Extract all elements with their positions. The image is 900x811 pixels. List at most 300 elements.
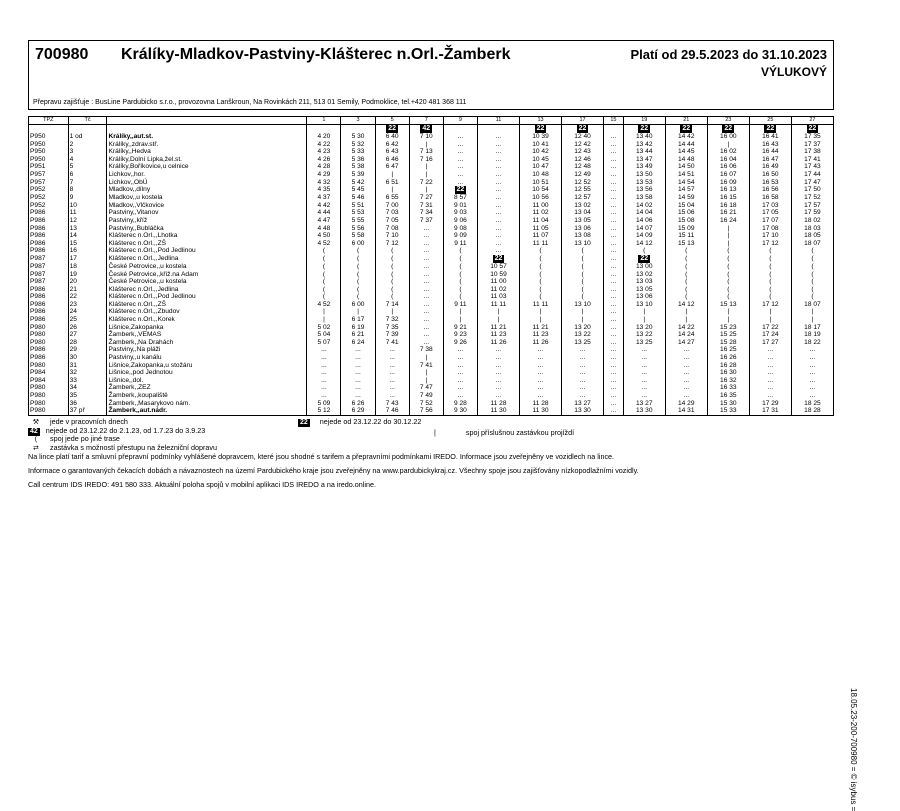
departure-time: | bbox=[443, 308, 477, 316]
departure-time: ... bbox=[409, 225, 443, 233]
departure-time: 17 52 bbox=[791, 194, 833, 202]
table-row bbox=[29, 286, 834, 294]
departure-time: ... bbox=[477, 141, 519, 149]
table-row bbox=[29, 392, 834, 400]
stop-name: Mladkov,,dílny bbox=[107, 186, 307, 194]
departure-time: 7 08 bbox=[375, 225, 409, 233]
departure-time: 16 41 bbox=[749, 133, 791, 141]
tpz-code: P986 bbox=[29, 354, 69, 362]
departure-time: 14 07 bbox=[623, 225, 665, 233]
departure-time: ... bbox=[604, 392, 624, 400]
departure-time: 16 43 bbox=[749, 141, 791, 149]
departure-time: ( bbox=[443, 255, 477, 263]
departure-time: 4 48 bbox=[307, 225, 341, 233]
departure-time: 15 13 bbox=[707, 301, 749, 309]
stop-name: Klášterec n.Orl.,,ZŠ bbox=[107, 301, 307, 309]
departure-time: 16 07 bbox=[707, 171, 749, 179]
departure-time: ... bbox=[623, 362, 665, 370]
departure-time: ... bbox=[604, 331, 624, 339]
stop-index: 19 bbox=[68, 271, 107, 279]
stop-index: 17 bbox=[68, 255, 107, 263]
departure-time: 15 23 bbox=[707, 324, 749, 332]
departure-time: 17 43 bbox=[791, 163, 833, 171]
departure-time: 7 38 bbox=[409, 346, 443, 354]
departure-time: | bbox=[749, 316, 791, 324]
departure-time: 17 38 bbox=[791, 148, 833, 156]
departure-time: ... bbox=[477, 156, 519, 164]
departure-time: 13 30 bbox=[562, 407, 604, 415]
departure-time: ... bbox=[477, 202, 519, 210]
departure-time: 11 00 bbox=[477, 278, 519, 286]
legend-text: nejede od 23.12.22 do 2.1.23, od 1.7.23 do 3.9.23 bbox=[45, 425, 206, 435]
departure-time: 13 47 bbox=[623, 156, 665, 164]
departure-time: ... bbox=[443, 384, 477, 392]
stop-name: Pastviny,,Bubláčka bbox=[107, 225, 307, 233]
departure-time: ... bbox=[477, 163, 519, 171]
departure-time: ( bbox=[307, 278, 341, 286]
departure-time: 9 06 bbox=[443, 217, 477, 225]
departure-time: 11 11 bbox=[520, 301, 562, 309]
stop-name: Pastviny,,kříž bbox=[107, 217, 307, 225]
departure-time: ... bbox=[623, 354, 665, 362]
departure-time: 5 58 bbox=[341, 232, 375, 240]
departure-time: 16 06 bbox=[707, 163, 749, 171]
departure-time: ... bbox=[749, 369, 791, 377]
departure-time: ( bbox=[707, 293, 749, 301]
table-row bbox=[29, 156, 834, 164]
departure-time: ... bbox=[562, 384, 604, 392]
departure-time: 7 14 bbox=[375, 301, 409, 309]
trip-mark bbox=[443, 125, 477, 134]
stop-name: Žamberk,,VEMAS bbox=[107, 331, 307, 339]
trip-note-badge: 22 bbox=[808, 125, 817, 132]
departure-time: ... bbox=[604, 293, 624, 301]
departure-time: ... bbox=[604, 194, 624, 202]
stop-name: Žamberk,,koupaliště bbox=[107, 392, 307, 400]
departure-time: ( bbox=[341, 247, 375, 255]
trip-number: 1 bbox=[307, 117, 341, 125]
departure-time: ... bbox=[409, 331, 443, 339]
departure-time: ... bbox=[791, 346, 833, 354]
departure-time: 11 02 bbox=[477, 286, 519, 294]
departure-time: 16 21 bbox=[707, 209, 749, 217]
departure-time: ( bbox=[443, 278, 477, 286]
departure-time: ... bbox=[604, 217, 624, 225]
departure-time: 12 40 bbox=[562, 133, 604, 141]
trip-number: 11 bbox=[477, 117, 519, 125]
departure-time: 7 16 bbox=[409, 156, 443, 164]
departure-time: 10 45 bbox=[520, 156, 562, 164]
departure-time: 18 25 bbox=[791, 400, 833, 408]
table-row bbox=[29, 362, 834, 370]
departure-time: 10 59 bbox=[477, 271, 519, 279]
stop-name: Mladkov,,u kostela bbox=[107, 194, 307, 202]
departure-time: 17 12 bbox=[749, 301, 791, 309]
table-row bbox=[29, 209, 834, 217]
table-row bbox=[29, 339, 834, 347]
departure-time: 17 03 bbox=[749, 202, 791, 210]
departure-time: 5 07 bbox=[307, 339, 341, 347]
departure-time: ... bbox=[604, 202, 624, 210]
departure-time: 13 08 bbox=[562, 232, 604, 240]
departure-time: | bbox=[409, 163, 443, 171]
departure-time: 9 11 bbox=[443, 240, 477, 248]
departure-time: | bbox=[409, 186, 443, 194]
departure-time: 11 28 bbox=[477, 400, 519, 408]
tpz-code: P980 bbox=[29, 392, 69, 400]
departure-time: ( bbox=[341, 278, 375, 286]
departure-time: 14 24 bbox=[665, 331, 707, 339]
departure-time: 13 06 bbox=[562, 225, 604, 233]
departure-time: 13 02 bbox=[562, 202, 604, 210]
departure-time: 13 05 bbox=[562, 217, 604, 225]
departure-time: 17 12 bbox=[749, 240, 791, 248]
departure-time: 15 09 bbox=[665, 225, 707, 233]
departure-time: ... bbox=[477, 362, 519, 370]
table-row bbox=[29, 133, 834, 141]
departure-time: 11 26 bbox=[477, 339, 519, 347]
departure-time: 11 11 bbox=[477, 301, 519, 309]
departure-time: 7 39 bbox=[375, 331, 409, 339]
departure-time: 5 33 bbox=[341, 148, 375, 156]
departure-time: ... bbox=[341, 392, 375, 400]
trip-note-badge: 42 bbox=[422, 125, 431, 132]
departure-time: | bbox=[707, 141, 749, 149]
table-row bbox=[29, 240, 834, 248]
trip-number: 7 bbox=[409, 117, 443, 125]
stop-name: Pastviny,,Vitanov bbox=[107, 209, 307, 217]
departure-time: ... bbox=[604, 286, 624, 294]
departure-time: ... bbox=[562, 354, 604, 362]
departure-time: ( bbox=[707, 263, 749, 271]
trip-mark bbox=[707, 125, 749, 134]
departure-time: | bbox=[665, 316, 707, 324]
departure-time: 7 46 bbox=[375, 407, 409, 415]
departure-time: ... bbox=[562, 362, 604, 370]
trip-mark bbox=[791, 125, 833, 134]
departure-time: 13 20 bbox=[623, 324, 665, 332]
departure-time: 7 43 bbox=[375, 400, 409, 408]
stop-name-header bbox=[107, 117, 307, 125]
stop-name: Klášterec n.Orl.,,Zbudov bbox=[107, 308, 307, 316]
departure-time: ... bbox=[604, 369, 624, 377]
departure-time: 16 47 bbox=[749, 156, 791, 164]
stop-name: České Petrovice,,křiž.na Adam bbox=[107, 271, 307, 279]
departure-time: ... bbox=[749, 384, 791, 392]
departure-time: ... bbox=[604, 247, 624, 255]
departure-time: 17 29 bbox=[749, 400, 791, 408]
departure-time: 17 24 bbox=[749, 331, 791, 339]
stop-index: 31 bbox=[68, 362, 107, 370]
departure-time: 9 09 bbox=[443, 232, 477, 240]
departure-time: 4 32 bbox=[307, 179, 341, 187]
table-row bbox=[29, 354, 834, 362]
departure-time: ( bbox=[341, 293, 375, 301]
table-row bbox=[29, 346, 834, 354]
departure-time: ... bbox=[604, 339, 624, 347]
departure-time: ... bbox=[375, 362, 409, 370]
departure-time: 17 37 bbox=[791, 141, 833, 149]
departure-time: 12 48 bbox=[562, 163, 604, 171]
legend-symbol: 42 bbox=[30, 427, 38, 435]
stop-index: 14 bbox=[68, 232, 107, 240]
table-row bbox=[29, 163, 834, 171]
departure-time: ... bbox=[409, 263, 443, 271]
departure-time: 15 25 bbox=[707, 331, 749, 339]
departure-time: 4 50 bbox=[307, 232, 341, 240]
departure-time: 11 30 bbox=[520, 407, 562, 415]
departure-time: 7 12 bbox=[375, 240, 409, 248]
departure-time: 9 03 bbox=[443, 209, 477, 217]
departure-time: ( bbox=[443, 293, 477, 301]
trip-note-badge: 22 bbox=[640, 254, 649, 262]
departure-time: 13 44 bbox=[623, 148, 665, 156]
table-row bbox=[29, 293, 834, 301]
departure-time: 4 20 bbox=[307, 133, 341, 141]
departure-time: ( bbox=[375, 286, 409, 294]
timetable-header bbox=[28, 40, 834, 110]
departure-time: 11 00 bbox=[520, 202, 562, 210]
departure-time: 5 12 bbox=[307, 407, 341, 415]
departure-time: 6 26 bbox=[341, 400, 375, 408]
departure-time: 12 52 bbox=[562, 179, 604, 187]
departure-time: 16 58 bbox=[749, 194, 791, 202]
departure-time: ... bbox=[443, 141, 477, 149]
departure-time: ... bbox=[307, 362, 341, 370]
trip-mark bbox=[409, 125, 443, 134]
departure-time: ... bbox=[749, 346, 791, 354]
stop-name: Lichkov,,ObÚ bbox=[107, 179, 307, 187]
tpz-code: P984 bbox=[29, 369, 69, 377]
departure-time: ( bbox=[665, 255, 707, 263]
stop-name-cell bbox=[107, 125, 307, 134]
tpz-code: P950 bbox=[29, 141, 69, 149]
departure-time: | bbox=[562, 308, 604, 316]
table-row bbox=[29, 194, 834, 202]
departure-time: ... bbox=[443, 156, 477, 164]
departure-time: 7 32 bbox=[375, 316, 409, 324]
departure-time: 4 23 bbox=[307, 148, 341, 156]
departure-time: ... bbox=[604, 240, 624, 248]
departure-time: 14 44 bbox=[665, 141, 707, 149]
tpz-code: P980 bbox=[29, 407, 69, 415]
departure-time: 4 44 bbox=[307, 209, 341, 217]
departure-time: ( bbox=[341, 263, 375, 271]
departure-time: ... bbox=[623, 346, 665, 354]
departure-time: ... bbox=[749, 392, 791, 400]
stop-name: Lišnice,Zakopanka,u stožáru bbox=[107, 362, 307, 370]
departure-time: ( bbox=[665, 278, 707, 286]
departure-time: ( bbox=[375, 255, 409, 263]
departure-time: 16 02 bbox=[707, 148, 749, 156]
table-row bbox=[29, 255, 834, 263]
departure-time: 18 05 bbox=[791, 232, 833, 240]
stop-index: 1 od bbox=[68, 133, 107, 141]
legend-text: zastávka s možností přestupu na železniční dopravu bbox=[50, 442, 218, 452]
departure-time: 16 44 bbox=[749, 148, 791, 156]
departure-time: 14 02 bbox=[623, 202, 665, 210]
departure-time: 11 03 bbox=[477, 293, 519, 301]
timetable bbox=[28, 116, 834, 416]
departure-time: 7 49 bbox=[409, 392, 443, 400]
departure-time: 17 44 bbox=[791, 171, 833, 179]
departure-time: ... bbox=[604, 141, 624, 149]
table-row bbox=[29, 202, 834, 210]
departure-time: 14 12 bbox=[623, 240, 665, 248]
departure-time: ... bbox=[477, 186, 519, 194]
stop-index: 34 bbox=[68, 384, 107, 392]
stop-name: Králíky,,Hedva bbox=[107, 148, 307, 156]
departure-time: ( bbox=[562, 271, 604, 279]
departure-time: ... bbox=[562, 377, 604, 385]
departure-time: 5 56 bbox=[341, 225, 375, 233]
departure-time: ... bbox=[341, 354, 375, 362]
departure-time: ... bbox=[604, 407, 624, 415]
trip-number: 27 bbox=[791, 117, 833, 125]
departure-time: ... bbox=[604, 354, 624, 362]
table-row bbox=[29, 148, 834, 156]
departure-time: ... bbox=[477, 392, 519, 400]
departure-time: ( bbox=[749, 278, 791, 286]
departure-time: 10 42 bbox=[520, 148, 562, 156]
departure-time: ... bbox=[443, 354, 477, 362]
departure-time: 6 43 bbox=[375, 148, 409, 156]
table-row bbox=[29, 179, 834, 187]
departure-time: | bbox=[477, 308, 519, 316]
departure-time: ... bbox=[477, 384, 519, 392]
departure-time: 13 04 bbox=[562, 209, 604, 217]
departure-time: ( bbox=[791, 286, 833, 294]
departure-time: 18 02 bbox=[791, 217, 833, 225]
stop-name: Lichkov,,hor. bbox=[107, 171, 307, 179]
departure-time: ... bbox=[604, 263, 624, 271]
departure-time: ... bbox=[604, 209, 624, 217]
departure-time: 14 22 bbox=[665, 324, 707, 332]
trip-note-badge: 22 bbox=[388, 125, 397, 132]
departure-time: ( bbox=[341, 271, 375, 279]
departure-time: 7 03 bbox=[375, 209, 409, 217]
departure-time: ( bbox=[562, 255, 604, 263]
departure-time: 10 51 bbox=[520, 179, 562, 187]
departure-time: ... bbox=[307, 384, 341, 392]
departure-time: ... bbox=[604, 171, 624, 179]
departure-time: ... bbox=[443, 362, 477, 370]
departure-time: 14 45 bbox=[665, 148, 707, 156]
departure-time: 15 33 bbox=[707, 407, 749, 415]
trip-note-badge: 22 bbox=[494, 254, 503, 262]
departure-time: 18 22 bbox=[791, 339, 833, 347]
departure-time: ... bbox=[604, 225, 624, 233]
tpz-code: P980 bbox=[29, 339, 69, 347]
departure-time: ... bbox=[375, 346, 409, 354]
departure-time: 7 10 bbox=[409, 133, 443, 141]
departure-time: 4 22 bbox=[307, 141, 341, 149]
departure-time: 7 22 bbox=[409, 179, 443, 187]
departure-time: 13 27 bbox=[562, 400, 604, 408]
departure-time: 17 59 bbox=[791, 209, 833, 217]
departure-time: 11 05 bbox=[520, 225, 562, 233]
departure-time: 4 26 bbox=[307, 156, 341, 164]
departure-time: ... bbox=[477, 225, 519, 233]
departure-time: 14 04 bbox=[623, 209, 665, 217]
stop-name: Žamberk,,ZEZ bbox=[107, 384, 307, 392]
stop-index-header: Tč bbox=[68, 117, 107, 125]
departure-time: 14 31 bbox=[665, 407, 707, 415]
departure-time: ... bbox=[375, 384, 409, 392]
stop-name: Pastviny,,u kanálu bbox=[107, 354, 307, 362]
tpz-code: P986 bbox=[29, 232, 69, 240]
stop-name: Pastviny,,Na pláži bbox=[107, 346, 307, 354]
tpz-code: P987 bbox=[29, 263, 69, 271]
departure-time: 16 13 bbox=[707, 186, 749, 194]
departure-time: | bbox=[443, 316, 477, 324]
legend-symbol: ( bbox=[34, 434, 38, 444]
departure-time: ( bbox=[307, 271, 341, 279]
trip-note-badge: 22 bbox=[640, 125, 649, 132]
departure-time: 4 52 bbox=[307, 240, 341, 248]
stop-index: 2 bbox=[68, 141, 107, 149]
tpz-cell bbox=[29, 125, 69, 134]
departure-time: | bbox=[707, 232, 749, 240]
tpz-code: P980 bbox=[29, 384, 69, 392]
departure-time: ... bbox=[409, 255, 443, 263]
carrier-info: Přepravu zajišťuje : BusLine Pardubicko s.r.o., provozovna Lanškroun, Na Rovinkách 211, 513 01 Semily, Podmoklice, tel.+420 481 368 111 bbox=[33, 99, 467, 106]
departure-time: ( bbox=[749, 255, 791, 263]
departure-time: ... bbox=[604, 163, 624, 171]
tpz-code: P951 bbox=[29, 163, 69, 171]
departure-time: ... bbox=[375, 369, 409, 377]
table-row bbox=[29, 186, 834, 194]
departure-time: ( bbox=[520, 286, 562, 294]
tpz-code: P950 bbox=[29, 133, 69, 141]
departure-time: 13 25 bbox=[562, 339, 604, 347]
departure-time: ( bbox=[665, 263, 707, 271]
departure-time: ... bbox=[604, 271, 624, 279]
trip-number: 19 bbox=[623, 117, 665, 125]
departure-time: ( bbox=[791, 293, 833, 301]
departure-time: ( bbox=[341, 286, 375, 294]
stop-index: 23 bbox=[68, 301, 107, 309]
departure-time: 9 11 bbox=[443, 301, 477, 309]
departure-time: ... bbox=[477, 240, 519, 248]
departure-time: 6 46 bbox=[375, 156, 409, 164]
departure-time: 14 09 bbox=[623, 232, 665, 240]
departure-time: 4 29 bbox=[307, 171, 341, 179]
departure-time: | bbox=[307, 308, 341, 316]
departure-time: 6 00 bbox=[341, 240, 375, 248]
departure-time: 10 39 bbox=[520, 133, 562, 141]
legend-symbol: ⇄ bbox=[32, 442, 40, 452]
table-row bbox=[29, 384, 834, 392]
stop-index: 27 bbox=[68, 331, 107, 339]
stop-index: 33 bbox=[68, 377, 107, 385]
stop-name: Lišnice,,dol. bbox=[107, 377, 307, 385]
departure-time: ... bbox=[307, 392, 341, 400]
departure-time: 13 53 bbox=[623, 179, 665, 187]
tpz-code: P950 bbox=[29, 156, 69, 164]
tpz-code: P986 bbox=[29, 247, 69, 255]
departure-time: ... bbox=[375, 392, 409, 400]
departure-time: 13 30 bbox=[623, 407, 665, 415]
departure-time: ... bbox=[477, 377, 519, 385]
departure-time: 9 08 bbox=[443, 225, 477, 233]
departure-time: 16 24 bbox=[707, 217, 749, 225]
departure-time: 13 50 bbox=[623, 171, 665, 179]
departure-time: 12 57 bbox=[562, 194, 604, 202]
departure-time: 5 42 bbox=[341, 179, 375, 187]
departure-time: 16 35 bbox=[707, 392, 749, 400]
tpz-code: P957 bbox=[29, 171, 69, 179]
